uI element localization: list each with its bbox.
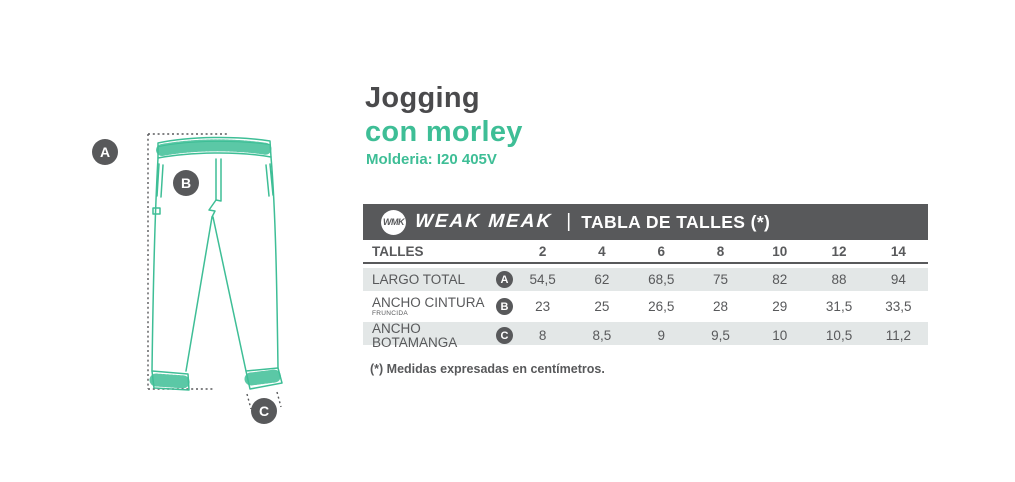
row-label-cell [363, 268, 513, 291]
table-header-bar [363, 204, 928, 240]
header-label: TALLES [372, 243, 424, 259]
size-value: 33,5 [885, 299, 912, 314]
right-cuff-ribbing [251, 376, 275, 379]
side-tab [153, 208, 160, 214]
measure-guides [148, 134, 281, 409]
row-label: ANCHO CINTURA [372, 295, 485, 310]
table-row-ancho-cintura [363, 293, 928, 320]
size-value: 29 [772, 299, 788, 314]
table-body [363, 266, 928, 350]
size-value: 82 [772, 272, 788, 287]
measure-line-cuff-left [247, 394, 251, 409]
size-value: 54,5 [529, 272, 556, 287]
row-label-cell [363, 322, 513, 349]
crotch-detail [209, 200, 216, 217]
pants-outline [152, 137, 282, 390]
waistband-ribbing [162, 145, 267, 150]
jogger-drawing [78, 113, 322, 433]
pants-diagram [78, 113, 322, 433]
left-inseam [186, 217, 212, 371]
size-value: 62 [594, 272, 610, 287]
badge-b-letter: B [180, 175, 192, 191]
size-value: 23 [535, 299, 551, 314]
content-panel [363, 0, 928, 482]
size-value: 31,5 [825, 299, 853, 314]
size-value: 28 [712, 299, 728, 314]
size-value: 9 [657, 328, 665, 343]
brand-logo-icon [381, 210, 406, 235]
table-row-ancho-botamanga [363, 320, 928, 350]
size-value: 25 [594, 299, 610, 314]
size-value: 11,2 [885, 328, 911, 343]
size-column-header: 2 [538, 243, 547, 259]
fly [216, 159, 221, 201]
table-row-largo-total [363, 266, 928, 293]
badge-a-letter: A [99, 144, 111, 160]
row-label: LARGO TOTAL [372, 271, 466, 287]
size-column-header: 10 [772, 243, 788, 259]
size-value: 8 [538, 328, 547, 343]
right-pocket [266, 165, 269, 196]
size-value: 8,5 [592, 328, 612, 343]
units-footnote: (*) Medidas expresadas en centímetros. [370, 362, 605, 376]
size-column-header: 6 [657, 243, 665, 259]
table-header-row [363, 240, 928, 264]
row-sublabel: FRUNCIDA [372, 309, 408, 317]
size-value: 75 [712, 272, 728, 287]
product-variant: con morley [365, 116, 523, 148]
size-value: 10,5 [825, 328, 853, 343]
row-label-cell [363, 293, 513, 320]
size-value: 88 [831, 272, 847, 287]
brand-name: WEAK MEAK [414, 211, 554, 232]
right-inseam [213, 217, 246, 371]
size-value: 94 [890, 272, 906, 287]
pattern-code: Molderia: I20 405V [366, 151, 497, 168]
table-title: TABLA DE TALLES (*) [581, 211, 771, 232]
measure-line-cuff-right [277, 392, 281, 407]
measure-badge-b: B [496, 298, 513, 315]
size-value: 10 [772, 328, 788, 343]
size-column-header: 14 [890, 243, 906, 259]
size-column-header: 4 [598, 243, 606, 259]
size-value: 68,5 [648, 272, 675, 287]
product-title: Jogging [365, 82, 480, 114]
size-column-header: 12 [831, 243, 847, 259]
row-label: ANCHO BOTAMANGA [372, 321, 458, 350]
bar-separator: | [566, 211, 572, 232]
size-value: 9,5 [711, 328, 730, 343]
size-column-header: 8 [716, 243, 725, 259]
size-value: 26,5 [648, 299, 675, 314]
badge-c-letter: C [258, 403, 270, 419]
brand-logo-initials: WMK [383, 217, 404, 227]
measure-badge-c: C [496, 327, 513, 344]
measure-badge-a: A [496, 271, 513, 288]
left-cuff-ribbing [156, 380, 185, 382]
left-pocket-inner [161, 165, 163, 197]
